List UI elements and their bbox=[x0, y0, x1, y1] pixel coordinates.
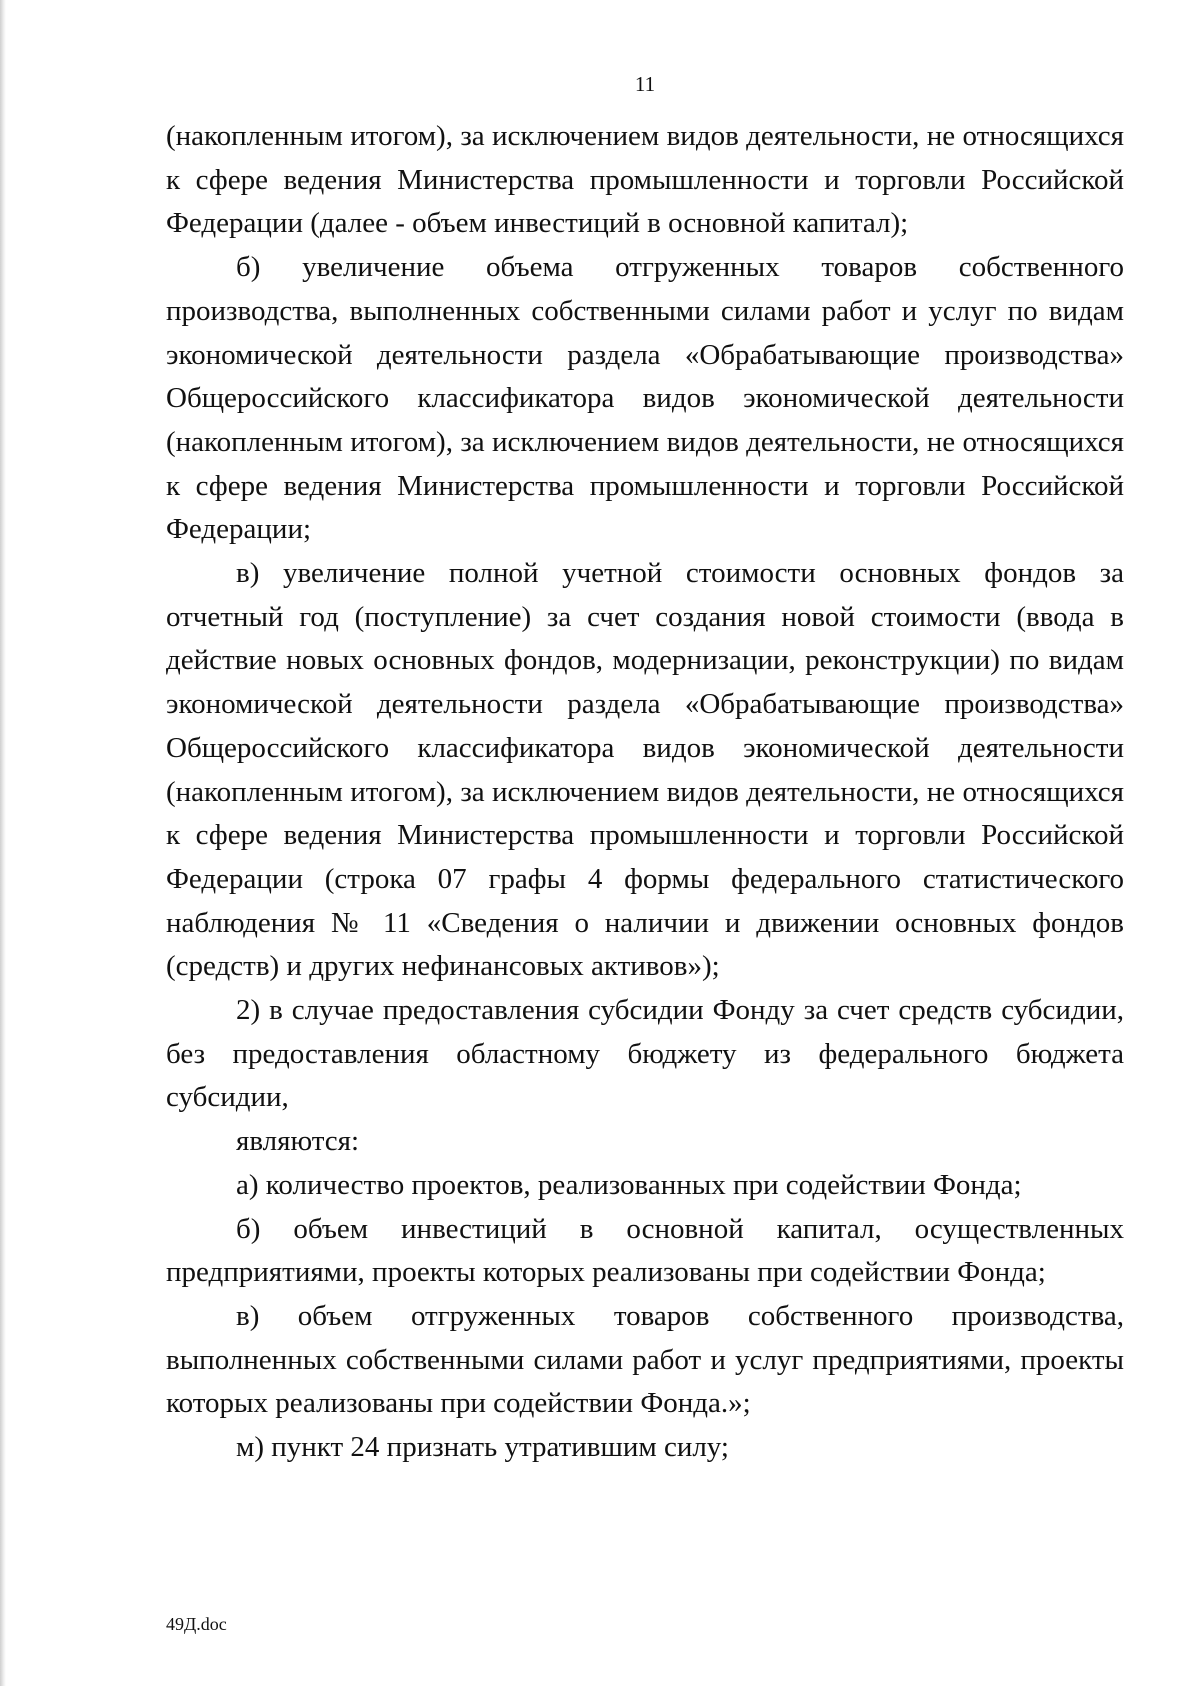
paragraph-item-2-fund-subsidy: 2) в случае предоставления субсидии Фонду за счет средств субсидии, без предоставления областному бюджету из федерального бюджета субсидии, bbox=[166, 994, 1124, 1114]
page-number: 11 bbox=[634, 72, 656, 96]
paragraph-item-b-investment-volume: б) объем инвестиций в основной капитал, осуществленных предприятиями, проекты которых реализованы при содействии Фонда; bbox=[166, 1212, 1124, 1289]
document-body bbox=[166, 115, 1124, 1470]
paragraph-item-b-shipped-goods: б) увеличение объема отгруженных товаров собственного производства, выполненных собственными силами работ и услуг по видам экономической деятельности раздела «Обрабатывающие производства» Общероссийского классификатора видов экономической деятельности (накопленным итогом), за исключением видов деятельности, не относящихся к сфере ведения Министерства промышленности и торговли Российской Федерации; bbox=[166, 251, 1124, 546]
paragraph-item-m-clause-24: м) пункт 24 признать утратившим силу; bbox=[236, 1431, 729, 1464]
paragraph-are: являются: bbox=[236, 1125, 360, 1158]
footer-filename: 49Д.doc bbox=[166, 1614, 227, 1634]
paragraph-item-a-projects-count: а) количество проектов, реализованных при содействии Фонда; bbox=[236, 1168, 1022, 1201]
paragraph-item-v-shipped-volume: в) объем отгруженных товаров собственного производства, выполненных собственными силами работ и услуг предприятиями, проекты которых реализованы при содействии Фонда.»; bbox=[166, 1299, 1124, 1420]
paragraph-item-v-fixed-assets: в) увеличение полной учетной стоимости основных фондов за отчетный год (поступление) за счет создания новой стоимости (ввода в действие новых основных фондов, модернизации, реконструкции) по видам экономической деятельности раздела «Обрабатывающие производства» Общероссийского классификатора видов экономической деятельности (накопленным итогом), за исключением видов деятельности, не относящихся к сфере ведения Министерства промышленности и торговли Российской Федерации (строка 07 графы 4 формы федерального статистического наблюдения № 11 «Сведения о наличии и движении основных фондов (средств) и других нефинансовых активов»); bbox=[166, 557, 1124, 983]
scan-edge bbox=[0, 0, 6, 1686]
paragraph-continuation: (накопленным итогом), за исключением видов деятельности, не относящихся к сфере ведения Министерства промышленности и торговли Российской Федерации (далее - объем инвестиций в основной капитал); bbox=[166, 120, 1124, 240]
